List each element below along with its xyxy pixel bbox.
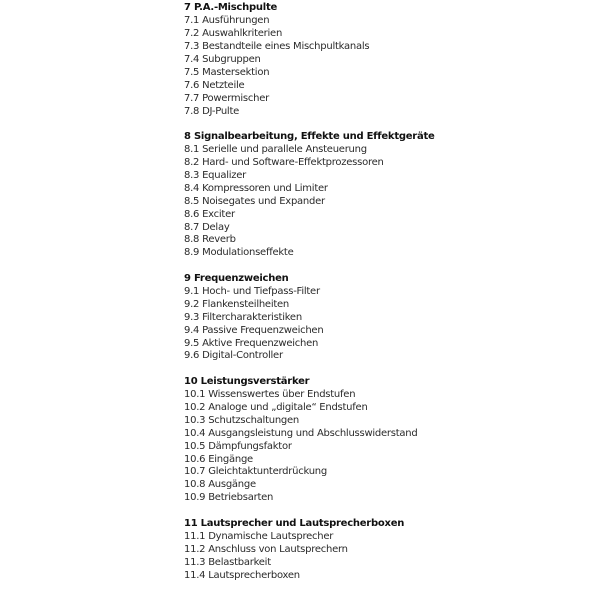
- toc-item: 11.3 Belastbarkeit: [184, 556, 271, 568]
- toc-item: 7.7 Powermischer: [184, 92, 269, 104]
- toc-item: 10.1 Wissenswertes über Endstufen: [184, 388, 356, 400]
- toc-item: 9.1 Hoch- und Tiefpass-Filter: [184, 285, 320, 297]
- toc-item: 7.6 Netzteile: [184, 79, 245, 91]
- toc-item: 10.7 Gleichtaktunterdrückung: [184, 466, 327, 478]
- toc-item: 7.5 Mastersektion: [184, 66, 270, 78]
- toc-item: 9.3 Filtercharakteristiken: [184, 311, 302, 323]
- toc-section-11: [184, 518, 584, 583]
- toc-item: 11.1 Dynamische Lautsprecher: [184, 530, 334, 542]
- toc-item: 8.9 Modulationseffekte: [184, 247, 294, 259]
- table-of-contents: [184, 2, 584, 595]
- toc-item: 8.4 Kompressoren und Limiter: [184, 182, 328, 194]
- toc-item: 8.3 Equalizer: [184, 169, 247, 181]
- toc-item: 9.6 Digital-Controller: [184, 350, 283, 362]
- toc-item: 7.8 DJ-Pulte: [184, 105, 240, 117]
- toc-section-10: [184, 376, 584, 505]
- toc-item: 8.6 Exciter: [184, 208, 235, 220]
- toc-item: 9.5 Aktive Frequenzweichen: [184, 337, 319, 349]
- toc-item: 11.4 Lautsprecherboxen: [184, 569, 300, 581]
- section-heading: 8 Signalbearbeitung, Effekte und Effektgeräte: [184, 130, 435, 142]
- toc-section-7: [184, 2, 584, 118]
- toc-item: 7.2 Auswahlkriterien: [184, 27, 283, 39]
- toc-item: 10.9 Betriebsarten: [184, 492, 274, 504]
- toc-item: 10.8 Ausgänge: [184, 479, 256, 491]
- toc-item: 10.5 Dämpfungsfaktor: [184, 440, 292, 452]
- toc-item: 10.3 Schutzschaltungen: [184, 414, 300, 426]
- toc-item: 8.1 Serielle und parallele Ansteuerung: [184, 143, 367, 155]
- toc-item: 9.2 Flankensteilheiten: [184, 298, 290, 310]
- toc-item: 11.2 Anschluss von Lautsprechern: [184, 543, 348, 555]
- section-heading: 11 Lautsprecher und Lautsprecherboxen: [184, 517, 405, 529]
- toc-item: 7.3 Bestandteile eines Mischpultkanals: [184, 40, 370, 52]
- section-heading: 9 Frequenzweichen: [184, 272, 289, 284]
- toc-item: 8.7 Delay: [184, 221, 230, 233]
- toc-section-8: [184, 131, 584, 260]
- toc-item: 8.8 Reverb: [184, 234, 236, 246]
- toc-section-9: [184, 273, 584, 364]
- section-heading: 10 Leistungsverstärker: [184, 375, 310, 387]
- toc-item: 8.2 Hard- und Software-Effektprozessoren: [184, 156, 384, 168]
- toc-item: 7.4 Subgruppen: [184, 53, 261, 65]
- toc-item: 10.4 Ausgangsleistung und Abschlusswiderstand: [184, 427, 418, 439]
- toc-item: 9.4 Passive Frequenzweichen: [184, 324, 324, 336]
- toc-item: 7.1 Ausführungen: [184, 14, 270, 26]
- toc-item: 8.5 Noisegates und Expander: [184, 195, 325, 207]
- section-heading: 7 P.A.-Mischpulte: [184, 2, 278, 13]
- toc-item: 10.6 Eingänge: [184, 453, 253, 465]
- toc-item: 10.2 Analoge und „digitale“ Endstufen: [184, 401, 368, 413]
